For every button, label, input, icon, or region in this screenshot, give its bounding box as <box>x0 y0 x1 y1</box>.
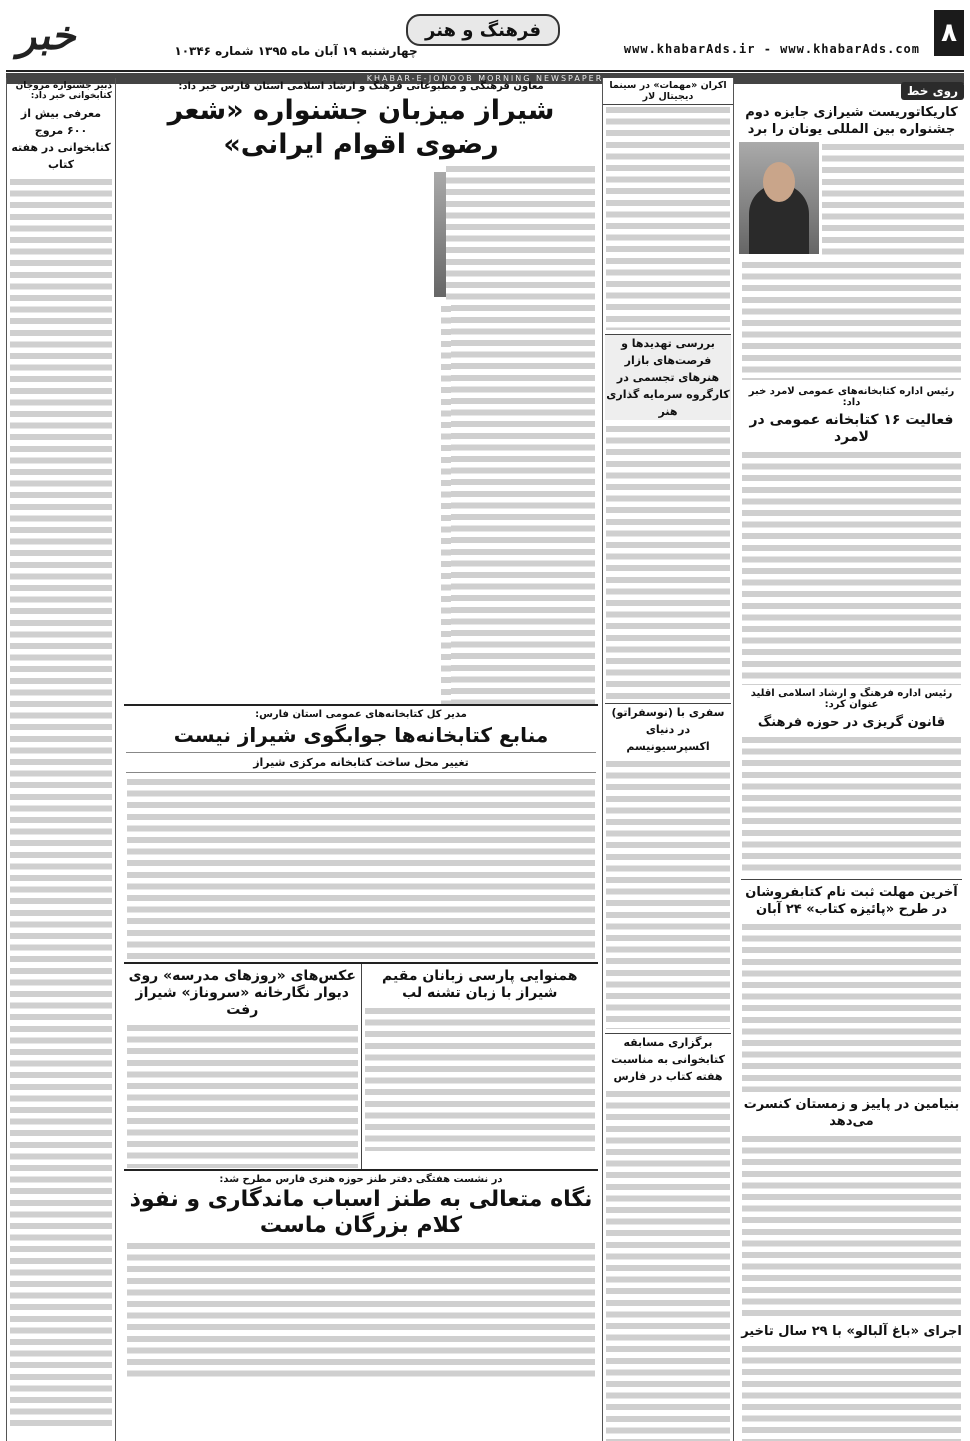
eqlid-title: قانون گریزی در حوزه فرهنگ <box>757 715 946 730</box>
eqlid-kicker: رئیس اداره فرهنگ و ارشاد اسلامی اقلید عنوان کرد: <box>750 688 953 710</box>
bagh-albalu-title: اجرای «باغ آلبالو» با ۲۹ سال تاخیر <box>741 1324 962 1339</box>
satire-title: نگاه متعالی به طنز اسباب ماندگاری و نفوذ کلام بزرگان ماست <box>129 1187 593 1238</box>
library-kicker: مدیر کل کتابخانه‌های عمومی استان فارس: <box>255 709 467 720</box>
library-subtitle: تغییر محل ساخت کتابخانه مرکزی شیراز <box>126 752 596 773</box>
benyamin-title: بنیامین در پاییز و زمستان کنسرت می‌دهد <box>743 1097 960 1129</box>
school-photos-title: عکس‌های «روزهای مدرسه» روی دیوار نگارخانه «سروناز» شیراز رفت <box>128 968 356 1018</box>
cartoonist-photo <box>739 142 819 254</box>
left-kicker: دبیر جشنواره مروجان کتابخوانی خبر داد: <box>15 81 112 101</box>
left-column <box>6 78 116 1441</box>
library-title: منابع کتابخانه‌ها جوابگوی شیراز نیست <box>173 723 549 747</box>
ketabkhani-contest-title: برگزاری مسابقه کتابخوانی به مناسبت هفته کتاب در فارس <box>605 1033 731 1085</box>
hamnavaei-title: همنوایی پارسی زبانان مقیم شیراز با زبان تشنه لب <box>382 968 578 1001</box>
paeize-ketab-title: آخرین مهلت ثبت نام کتابفروشان در طرح «پائیزه کتاب» ۲۴ آبان <box>741 879 962 918</box>
nosferatu-title: سفری با (نوسفراتو) در دنیای اکسپرسیونیسم <box>605 703 731 755</box>
masthead <box>6 6 964 72</box>
page-number: ۸ <box>934 10 964 56</box>
newspaper-logo <box>10 8 130 66</box>
logo-text: خبر <box>15 12 84 59</box>
left-title: معرفی بیش از ۶۰۰ مروج کتابخوانی در هفته کتاب <box>11 107 111 171</box>
mohemmat-title: اکران «مهمات» در سینما دیجیتال لار <box>603 78 733 105</box>
right-column <box>739 78 964 1441</box>
tajasomi-title: بررسی تهدیدها و فرصت‌های بازار هنرهای تجسمی در کارگروه سرمایه گذاری هنر <box>605 334 731 420</box>
rooye-khat-label: روی خط <box>901 82 964 100</box>
morning-bar: KHABAR-E-JONOOB MORNING NEWSPAPER <box>6 73 964 84</box>
middle-column <box>602 78 734 1441</box>
cartoonist-headline: کاریکاتوریست شیرازی جایزه دوم جشنواره بین المللی یونان را برد <box>745 105 958 137</box>
lead-kicker: معاون فرهنگی و مطبوعاتی فرهنگ و ارشاد اسلامی استان فارس خبر داد: <box>178 81 544 92</box>
lead-title: شیراز میزبان جشنواره «شعر رضوی اقوام ایرانی» <box>167 95 555 160</box>
section-title: فرهنگ و هنر <box>406 14 560 46</box>
dateline: چهارشنبه ۱۹ آبان ماه ۱۳۹۵ شماره ۱۰۳۴۶ <box>174 44 418 58</box>
satire-kicker: در نشست هفتگی دفتر طنز حوزه هنری فارس مطرح شد: <box>219 1174 503 1185</box>
lamerd-title: فعالیت ۱۶ کتابخانه عمومی در لامرد <box>749 412 954 445</box>
lamerd-kicker: رئیس اداره کتابخانه‌های عمومی لامرد خبر داد: <box>748 386 955 408</box>
main-column <box>124 78 598 1441</box>
website-url[interactable]: www.khabarAds.ir - www.khabarAds.com <box>623 42 920 56</box>
